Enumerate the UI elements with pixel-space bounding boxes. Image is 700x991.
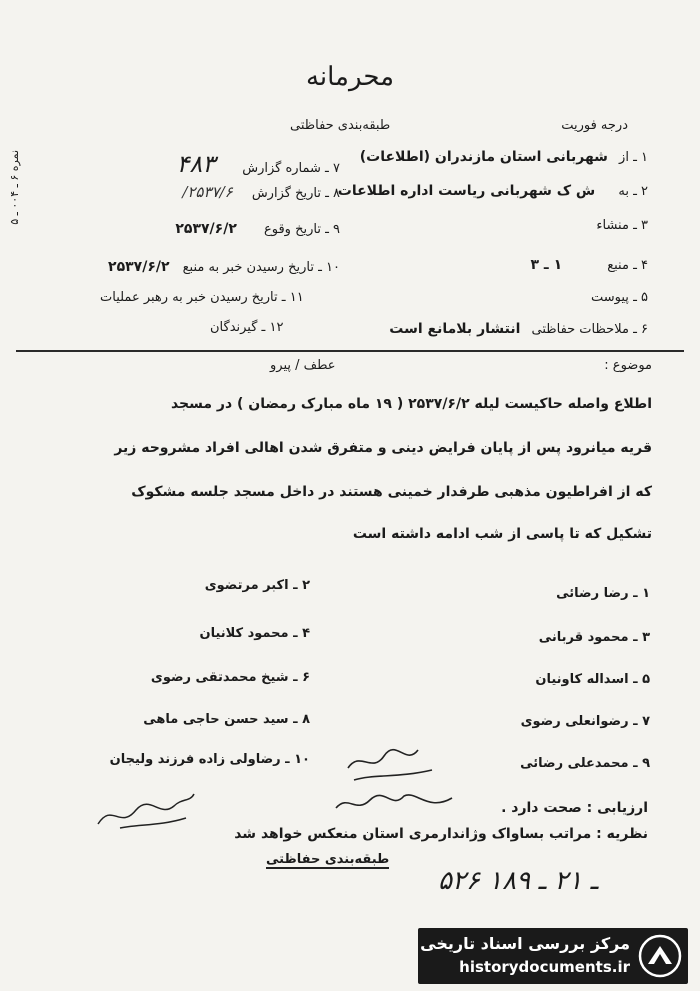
- field-remarks: [318, 318, 648, 337]
- origin-label: ۳ ـ منشاء: [596, 218, 648, 233]
- list-item: ۴ ـ محمود کلانیان: [199, 626, 310, 641]
- list-item: ۸ ـ سید حسن حاجی ماهی: [143, 712, 310, 727]
- source-value: ۱ ـ ۳: [530, 257, 563, 273]
- field-receive-date: [28, 256, 340, 275]
- signature-mark: [330, 786, 460, 820]
- archive-logo-icon: [638, 934, 682, 978]
- signature-mark: [340, 730, 440, 790]
- to-value: ش ک شهربانی ریاست اداره اطلاعات: [337, 183, 596, 199]
- from-label: ۱ ـ از: [619, 150, 648, 165]
- footer-classification: طبقه‌بندی حفاظتی: [266, 852, 390, 867]
- field-source: [448, 254, 648, 273]
- field-event-date: [96, 218, 340, 237]
- list-item: ۳ ـ محمود قربانی: [538, 630, 650, 645]
- list-item: ۱ ـ رضا رضائی: [556, 586, 650, 601]
- watermark-name: مرکز بررسی اسناد تاریخی: [420, 934, 630, 953]
- list-item: ۷ ـ رضوانعلی رضوی: [520, 714, 650, 729]
- field-to: [318, 180, 648, 199]
- document-title: محرمانه: [305, 62, 395, 92]
- list-item: ۵ ـ اسداله کاونیان: [535, 672, 650, 687]
- remarks-label: ۶ ـ ملاحظات حفاظتی: [531, 322, 648, 337]
- list-item: ۹ ـ محمدعلی رضائی: [520, 756, 650, 771]
- to-label: ۲ ـ به: [618, 184, 648, 199]
- report-no-label: ۷ ـ شماره گزارش: [242, 161, 340, 176]
- body-line: که از افراطیون مذهبی طرفدار خمینی هستند در داخل مسجد جلسه مشکوک: [131, 484, 652, 500]
- body-line: اطلاع واصله حاکیست لیله ۲۵۳۷/۶/۲ ( ۱۹ ماه مبارک رمضان ) در مسجد: [170, 396, 652, 412]
- body-line: قریه میانرود پس از پایان فرایض دینی و متفرق شدن اهالی افراد مشروحه زیر: [114, 440, 652, 456]
- field-from: [318, 146, 648, 165]
- field-report-no: [140, 150, 340, 178]
- recipients-label: ۱۲ ـ گیرندگان: [210, 320, 284, 335]
- attachment-label: ۵ ـ پیوست: [591, 290, 648, 305]
- event-date-label: ۹ ـ تاریخ وقوع: [263, 222, 340, 237]
- event-date-value: ۲۵۳۷/۶/۲: [175, 221, 237, 237]
- list-item: ۶ ـ شیخ محمدتقی رضوی: [150, 670, 310, 685]
- receive-date-label: ۱۰ ـ تاریخ رسیدن خبر به منبع: [182, 260, 340, 275]
- from-value: شهربانی استان مازندران (اطلاعات): [359, 149, 608, 165]
- field-report-date: [100, 182, 340, 201]
- margin-code: نمره ۶ ـ ۰۰۴ ـ ۵: [8, 150, 21, 225]
- classification-label: طبقه‌بندی حفاظتی: [290, 118, 391, 133]
- watermark-logo: [418, 928, 688, 984]
- list-item: ۱۰ ـ رضاولی زاده فرزند ولیجان: [109, 752, 310, 767]
- urgency-label: درجه فوریت: [561, 118, 628, 133]
- evaluation-text: ارزیابی : صحت دارد .: [501, 800, 648, 816]
- body-line: تشکیل که تا پاسی از شب ادامه داشته است: [352, 526, 652, 542]
- signature-mark: [90, 784, 200, 834]
- watermark-url: historydocuments.ir: [459, 958, 630, 976]
- ops-date-label: ۱۱ ـ تاریخ رسیدن خبر به رهبر عملیات: [100, 290, 304, 305]
- remarks-value: انتشار بلامانع است: [389, 321, 521, 337]
- divider-line: [16, 350, 684, 352]
- report-date-label: ۸ ـ تاریخ گزارش: [251, 186, 340, 201]
- source-label: ۴ ـ منبع: [607, 258, 648, 273]
- list-item: ۲ ـ اکبر مرتضوی: [204, 578, 310, 593]
- subject-label: موضوع :: [604, 358, 652, 373]
- report-date-value: ۲۵۳۷/۶/: [182, 183, 233, 201]
- archive-number: ۵۲۶ ـ ۲۱ ـ ۱۸۹: [438, 866, 599, 896]
- report-no-value: ۴۸۳: [176, 150, 216, 178]
- receive-date-value: ۲۵۳۷/۶/۲: [108, 259, 170, 275]
- reference-label: عطف / پیرو: [270, 358, 336, 373]
- opinion-text: نظریه : مراتب بساواک وژاندارمری استان منعکس خواهد شد: [234, 826, 648, 842]
